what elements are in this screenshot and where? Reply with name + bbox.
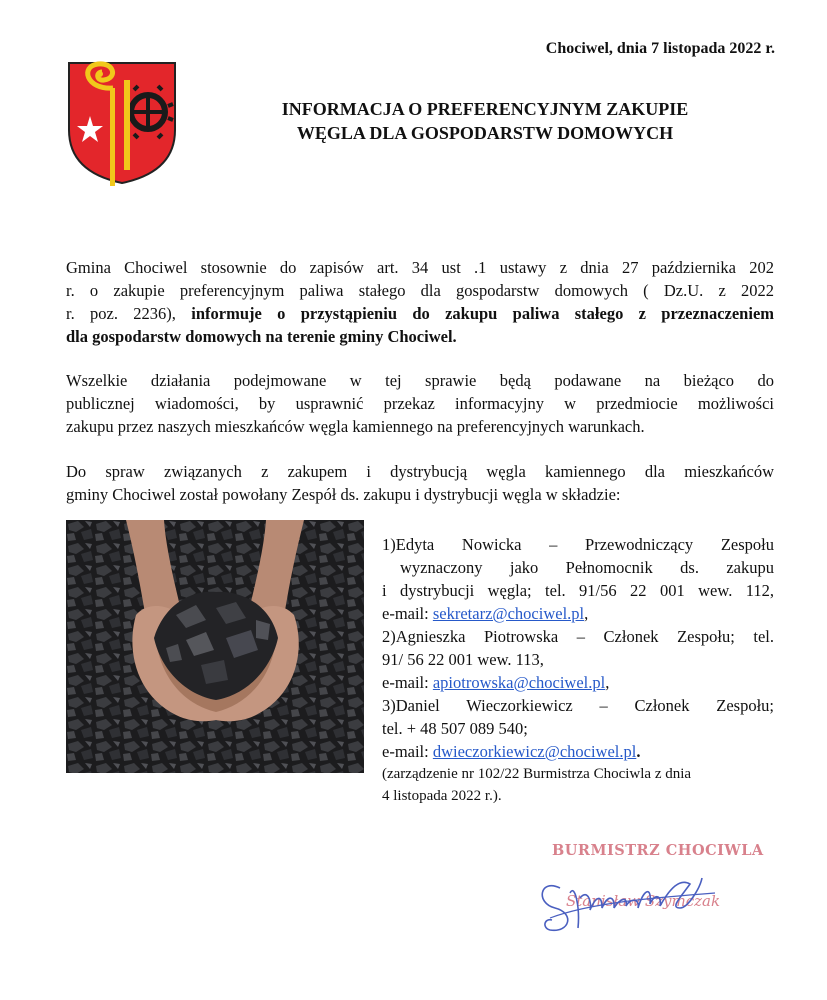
team-members-list bbox=[382, 533, 774, 807]
member-email-line bbox=[382, 602, 774, 625]
paragraph-line: publicznej wiadomości, by usprawnić przekaz informacyjny w przedmiocie możliwości bbox=[66, 394, 774, 413]
member-email-line bbox=[382, 671, 774, 694]
member-line: 3)Daniel Wieczorkiewicz – Członek Zespołu; bbox=[382, 696, 774, 715]
paragraph-team bbox=[66, 460, 774, 506]
note-line: (zarządzenie nr 102/22 Burmistrza Chociwla z dnia bbox=[382, 766, 692, 782]
coat-of-arms-icon bbox=[66, 60, 178, 186]
paragraph-line: Gmina Chociwel stosownie do zapisów art. 34 ust .1 ustawy z dnia 27 października 202 bbox=[66, 258, 774, 277]
paragraph-line bbox=[66, 325, 774, 348]
title-line-1: INFORMACJA O PREFERENCYJNYM ZAKUPIE bbox=[281, 99, 689, 119]
title-line-2: WĘGLA DLA GOSPODARSTW DOMOWYCH bbox=[296, 123, 674, 143]
member-line: 91/ 56 22 001 wew. 113, bbox=[382, 650, 544, 669]
member-line: 1)Edyta Nowicka – Przewodniczący Zespołu bbox=[382, 535, 774, 554]
hands-holding-coal-photo bbox=[66, 520, 364, 773]
document-title bbox=[205, 97, 765, 145]
paragraph-intro bbox=[66, 256, 774, 348]
signature-icon bbox=[530, 858, 730, 938]
paragraph-line: zakupu przez naszych mieszkańców węgla kamiennego na preferencyjnych warunkach. bbox=[66, 417, 645, 436]
email-punct: , bbox=[605, 673, 610, 692]
email-punct: . bbox=[636, 742, 641, 761]
member-email-line bbox=[382, 740, 774, 763]
paragraph-bold-text: informuje o przystąpieniu do zakupu paliwa stałego z przeznaczeniem bbox=[191, 304, 775, 323]
note-line: 4 listopada 2022 r.). bbox=[382, 788, 502, 804]
paragraph-bold-text: dla gospodarstw domowych na terenie gminy Chociwel. bbox=[66, 327, 457, 346]
paragraph-updates bbox=[66, 369, 774, 438]
document-date: Chociwel, dnia 7 listopada 2022 r. bbox=[545, 40, 775, 57]
stamp-title: BURMISTRZ CHOCIWLA bbox=[552, 842, 764, 859]
email-link-apiotrowska[interactable]: apiotrowska@chociwel.pl bbox=[432, 673, 606, 692]
stamp-name: Stanisław Szymczak bbox=[566, 892, 721, 910]
paragraph-line: r. o zakupie preferencyjnym paliwa stałego dla gospodarstw domowych ( Dz.U. z 2022 bbox=[66, 281, 774, 300]
paragraph-line bbox=[66, 302, 774, 325]
email-label: e-mail: bbox=[382, 673, 433, 692]
member-line: i dystrybucji węgla; tel. 91/56 22 001 wew. 112, bbox=[382, 581, 774, 600]
email-link-dwieczorkiewicz[interactable]: dwieczorkiewicz@chociwel.pl bbox=[432, 742, 637, 761]
email-label: e-mail: bbox=[382, 604, 433, 623]
email-link-sekretarz[interactable]: sekretarz@chociwel.pl bbox=[432, 604, 585, 623]
member-line: wyznaczony jako Pełnomocnik ds. zakupu bbox=[400, 558, 774, 577]
paragraph-text: r. poz. 2236), bbox=[66, 304, 192, 323]
member-line: 2)Agnieszka Piotrowska – Członek Zespołu; tel. bbox=[382, 627, 774, 646]
email-punct: , bbox=[584, 604, 589, 623]
paragraph-line: Wszelkie działania podejmowane w tej sprawie będą podawane na bieżąco do bbox=[66, 371, 774, 390]
paragraph-line: gminy Chociwel został powołany Zespół ds. zakupu i dystrybucji węgla w składzie: bbox=[66, 485, 621, 504]
email-label: e-mail: bbox=[382, 742, 433, 761]
member-line: tel. + 48 507 089 540; bbox=[382, 719, 528, 738]
paragraph-line: Do spraw związanych z zakupem i dystrybucją węgla kamiennego dla mieszkańców bbox=[66, 462, 774, 481]
